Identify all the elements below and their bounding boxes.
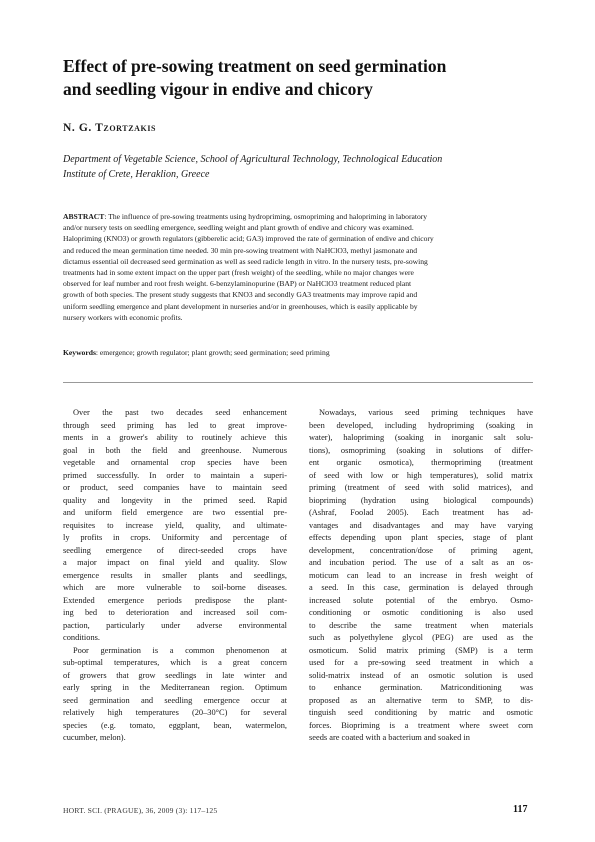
body-text-line: proposed as an alternative term to SMP, to dis-: [309, 695, 533, 705]
abstract-label: ABSTRACT: [63, 212, 105, 221]
keywords-label: Keywords: [63, 348, 96, 357]
body-text-line: development, concentration/dose of priming agent,: [309, 545, 533, 555]
abstract-line: treatments had in some extent impact on the upper part (fresh weight) of the seedling, while no major changes were: [63, 268, 414, 278]
abstract: [63, 211, 533, 323]
body-text-line: ing bed to deterioration and increased soil com-: [63, 608, 287, 617]
body-text-line: seeds are coated with a bacterium and soaked in: [309, 733, 470, 742]
body-text-line: emergence results in smaller plants and seedlings,: [63, 570, 287, 580]
body-text-line: of seed with low or high temperatures), solid matrix: [309, 470, 533, 480]
affiliation: [63, 153, 543, 182]
body-text-line: Nowadays, various seed priming techniques have: [319, 408, 533, 417]
page-number: 117: [513, 804, 528, 815]
body-text-line: vantages and disadvantages and may have varying: [309, 520, 533, 530]
body-text-line: vegetable and ornamental crop species have been: [63, 458, 287, 467]
abstract-line: and reduced the mean germination time needed. 30 min pre-sowing treatment with NaHClO3, methyl jasmonate and: [63, 245, 418, 255]
body-text-line: sub-optimal temperatures, which is a great concern: [63, 658, 287, 667]
body-text-line: forces. Biopriming is a treatment where sweet corn: [309, 720, 533, 730]
body-text-line: of growers that grow seedlings in late winter and: [63, 670, 287, 680]
body-text-line: to describe the same treatment when materials: [309, 620, 533, 630]
body-text-line: biopriming (hydration using biological compounds): [309, 495, 533, 505]
body-text-line: a major impact on final yield and quality. Slow: [63, 558, 287, 567]
body-text-line: primed successfully. In order to maintain a superi-: [63, 470, 287, 480]
affiliation-line: Institute of Crete, Heraklion, Greece: [63, 168, 210, 180]
body-text-line: and uniform field emergence are two essential pre-: [63, 508, 287, 517]
body-text-line: increased solute potential of the embryo. Osmo-: [309, 595, 533, 605]
abstract-line: uniform seedling emergence and plant development in nurseries and/or in greenhouses, which is easily applicable by: [63, 301, 418, 311]
body-text-line: conditions.: [63, 633, 100, 642]
body-text-line: early spring in the Mediterranean region. Optimum: [63, 683, 287, 692]
body-text-line: solid-matrix instead of an osmotic solution is used: [309, 670, 533, 680]
article-title: [63, 55, 533, 101]
body-text-line: water), halopriming (soaking in inorganic salt solu-: [309, 433, 533, 442]
body-text-line: requisites to increase yield, quality, and ultimate-: [63, 520, 287, 530]
abstract-line: [63, 211, 533, 222]
abstract-line: growth of both species. The present study suggests that KNO3 and secondly GA3 treatments may improve rapid and: [63, 290, 418, 300]
body-text-line: conditioning or osmotic conditioning is also used: [309, 608, 533, 617]
body-text-line: moticum can lead to an increase in fresh weight of: [309, 570, 533, 580]
body-text-line: cucumber, melon).: [63, 733, 126, 742]
section-divider: [63, 382, 533, 383]
body-text-line: ly profits in crops. Uniformity and percentage of: [63, 533, 287, 542]
keywords-text: : emergence; growth regulator; plant growth; seed germination; seed priming: [95, 348, 330, 357]
body-text-line: tions), osmopriming (soaking in solutions of differ-: [309, 445, 533, 455]
title-line: Effect of pre-sowing treatment on seed germination: [63, 56, 447, 76]
abstract-line: dictamus essential oil decreased seed germination as well as seed radicle length in vitro. In the nursery tests, pre-sowing: [63, 256, 428, 266]
body-text-line: used for a pre-sowing seed treatment in which a: [309, 658, 533, 667]
body-text-line: osmoticum. Solid matrix priming (SMP) is a term: [309, 645, 533, 655]
body-text-line: effects depending upon plant species, stage of plant: [309, 533, 533, 542]
abstract-line-text: : The influence of pre-sowing treatments using hydropriming, osmopriming and halopriming in laboratory: [104, 212, 428, 221]
abstract-line: observed for leaf number and root fresh weight. 6-benzylaminopurine (BAP) or NaHClO3 treatment reduced plant: [63, 279, 412, 289]
body-text-line: Over the past two decades seed enhancement: [73, 408, 287, 417]
journal-citation: HORT. SCI. (PRAGUE), 36, 2009 (3): 117–125: [63, 806, 218, 815]
body-text-line: through seed priming has led to great improve-: [63, 420, 287, 430]
body-text-line: been developed, including hydropriming (soaking in: [309, 420, 533, 430]
abstract-line: Halopriming (KNO3) or growth regulators (gibberelic acid; GA3) improved the rate of germination of endive and chicory: [63, 234, 434, 244]
body-text-line: a seed. In this case, germination is delayed through: [309, 583, 533, 592]
body-text-line: seedling emergence of direct-seeded crops have: [63, 545, 287, 555]
body-text-line: or product, seed companies have to maintain seed: [63, 483, 287, 492]
body-text-line: goal in both the field and greenhouse. Numerous: [63, 445, 287, 455]
body-column-left: [63, 407, 287, 745]
body-text-line: such as polyethylene glycol (PEG) are used as the: [309, 633, 533, 642]
body-text-line: ent organic osmotica), thermopriming (treatment: [309, 458, 533, 467]
keywords: [63, 347, 533, 358]
body-text-line: Poor germination is a common phenomenon at: [73, 645, 287, 655]
body-text-line: to enhance germination. Matriconditioning was: [309, 683, 533, 692]
body-text-line: tinguish seed conditioning by matric and osmotic: [309, 708, 533, 717]
abstract-line: and/or nursery tests on seedling emergence, seedling weight and plant growth of endive and chicory was examined.: [63, 223, 414, 233]
title-line: and seedling vigour in endive and chicory: [63, 79, 373, 99]
body-text-line: Extended emergence periods predispose the plant-: [63, 595, 287, 605]
body-text-line: quality and longevity in the primed seed. Rapid: [63, 495, 287, 505]
body-text-line: seed germination and seedling emergence occur at: [63, 695, 287, 705]
body-text-line: paction, particularly under adverse environmental: [63, 620, 287, 630]
body-text-line: priming (treatment of seed with solid matrices), and: [309, 483, 533, 492]
body-text-line: species (e.g. tomato, eggplant, bean, watermelon,: [63, 720, 287, 730]
author-name: N. G. Tzortzakis: [63, 122, 157, 134]
body-text-line: (Ashraf, Foolad 2005). Each treatment has ad-: [309, 508, 533, 517]
affiliation-line: Department of Vegetable Science, School of Agricultural Technology, Technological Education: [63, 154, 443, 165]
abstract-line: nursery workers with economic profits.: [63, 312, 183, 322]
body-text-line: ments in a grower's ability to routinely achieve this: [63, 433, 287, 442]
body-text-line: which are more vulnerable to soil-borne diseases.: [63, 583, 287, 592]
body-text-line: relatively high temperatures (20–30°C) for several: [63, 708, 287, 717]
body-column-right: [309, 407, 533, 745]
body-text-line: and incubation period. The use of a salt as an os-: [309, 558, 533, 567]
